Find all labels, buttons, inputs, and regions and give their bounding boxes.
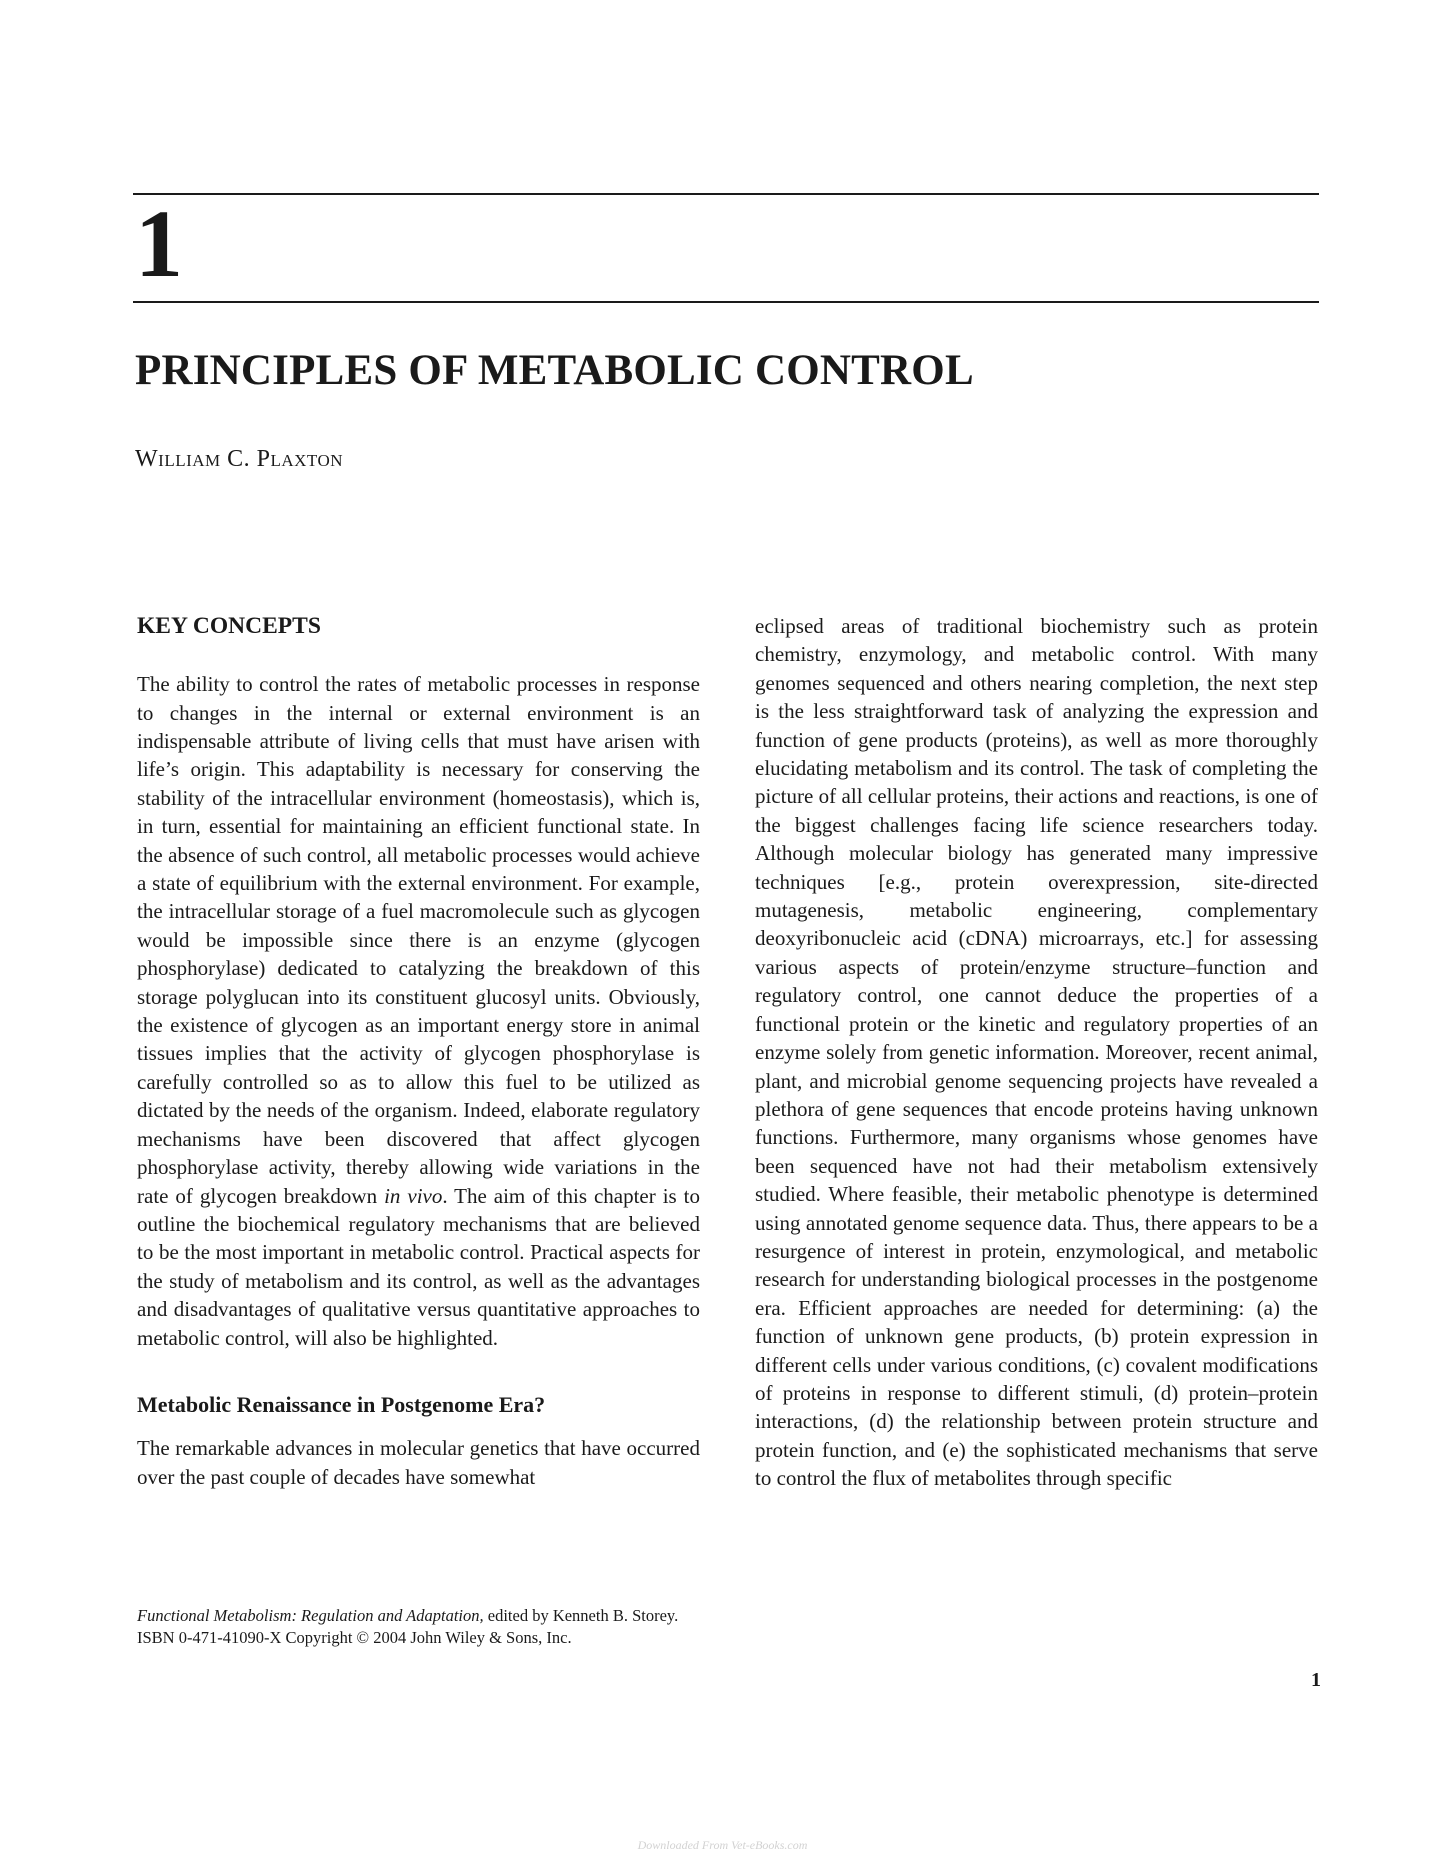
right-column bbox=[755, 612, 1318, 1493]
key-concepts-italic: in vivo bbox=[384, 1183, 443, 1208]
watermark: Downloaded From Vet-eBooks.com bbox=[637, 1838, 808, 1852]
footnote-source-line bbox=[137, 1605, 678, 1627]
footnote-isbn-line: ISBN 0-471-41090-X Copyright © 2004 John Wiley & Sons, Inc. bbox=[137, 1628, 572, 1647]
renaissance-heading: Metabolic Renaissance in Postgenome Era? bbox=[137, 1391, 546, 1417]
chapter-rule-bottom bbox=[133, 301, 1319, 303]
renaissance-paragraph-continued: eclipsed areas of traditional biochemistry such as protein chemistry, enzymology, and metabolic control. With many genomes sequenced and others nearing completion, the next step is the less straightforward task of analyzing the expression and function of gene products (proteins), as well as more thoroughly elucidating metabolism and its control. The task of completing the picture of all cellular proteins, their actions and reactions, is one of the biggest challenges facing life science researchers today. Although molecular biology has generated many impressive techniques [e.g., protein overexpression, site-directed mutagenesis, metabolic engineering, complementary deoxyribonucleic acid (cDNA) microarrays, etc.] for assessing various aspects of protein/enzyme structure–function and regulatory control, one cannot deduce the properties of a functional protein or the kinetic and regulatory properties of an enzyme solely from genetic information. Moreover, recent animal, plant, and microbial genome sequencing projects have revealed a plethora of gene sequences that encode proteins having unknown functions. Furthermore, many organisms whose genomes have been sequenced have not had their metabolism extensively studied. Where feasible, their metabolic phenotype is determined using annotated genome sequence data. Thus, there appears to be a resurgence of interest in protein, enzymological, and metabolic research for understanding biological processes in the postgenome era. Efficient approaches are needed for determining: (a) the function of unknown gene products, (b) protein expression in different cells under various conditions, (c) covalent modifications of proteins in response to different stimuli, (d) protein–protein interactions, (d) the relationship between protein structure and protein function, and (e) the sophisticated mechanisms that serve to control the flux of metabolites through specific bbox=[755, 614, 1318, 1491]
key-concepts-heading: KEY CONCEPTS bbox=[137, 613, 321, 639]
key-concepts-paragraph bbox=[137, 670, 700, 1352]
left-column bbox=[137, 612, 700, 1491]
page-number: 1 bbox=[1311, 1669, 1321, 1691]
key-concepts-text-2: . The aim of this chapter is to outline the biochemical regulatory mechanisms that are believed to be the most important in metabolic control. Practical aspects for the study of metabolism and its control, as well as the advantages and disadvantages of qualitative versus quantitative approaches to metabolic control, will also be highlighted. bbox=[137, 1183, 700, 1350]
chapter-number: 1 bbox=[135, 190, 183, 297]
editor-credit: edited by Kenneth B. Storey. bbox=[483, 1606, 679, 1625]
book-title: Functional Metabolism: Regulation and Adaptation, bbox=[137, 1606, 484, 1625]
author-name: William C. Plaxton bbox=[135, 446, 344, 472]
chapter-rule-top bbox=[133, 193, 1319, 195]
key-concepts-text-1: The ability to control the rates of metabolic processes in response to changes in the internal or external environment is an indispensable attribute of living cells that must have arisen with life’s origin. This adaptability is necessary for conserving the stability of the intracellular environment (homeostasis), which is, in turn, essential for maintaining an efficient functional state. In the absence of such control, all metabolic processes would achieve a state of equilibrium with the external environment. For example, the intracellular storage of a fuel macromolecule such as glycogen would be impossible since there is an enzyme (glycogen phosphorylase) dedicated to catalyzing the breakdown of this storage polyglucan into its constituent glucosyl units. Obviously, the existence of glycogen as an important energy store in animal tissues implies that the activity of glycogen phosphorylase is carefully controlled so as to allow this fuel to be utilized as dictated by the needs of the organism. Indeed, elaborate regulatory mechanisms have been discovered that affect glycogen phosphorylase activity, thereby allowing wide variations in the rate of glycogen breakdown bbox=[137, 672, 700, 1208]
footnote bbox=[137, 1605, 678, 1649]
chapter-title: PRINCIPLES OF METABOLIC CONTROL bbox=[135, 347, 974, 394]
renaissance-paragraph-start: The remarkable advances in molecular genetics that have occurred over the past couple of decades have somewhat bbox=[137, 1436, 700, 1489]
